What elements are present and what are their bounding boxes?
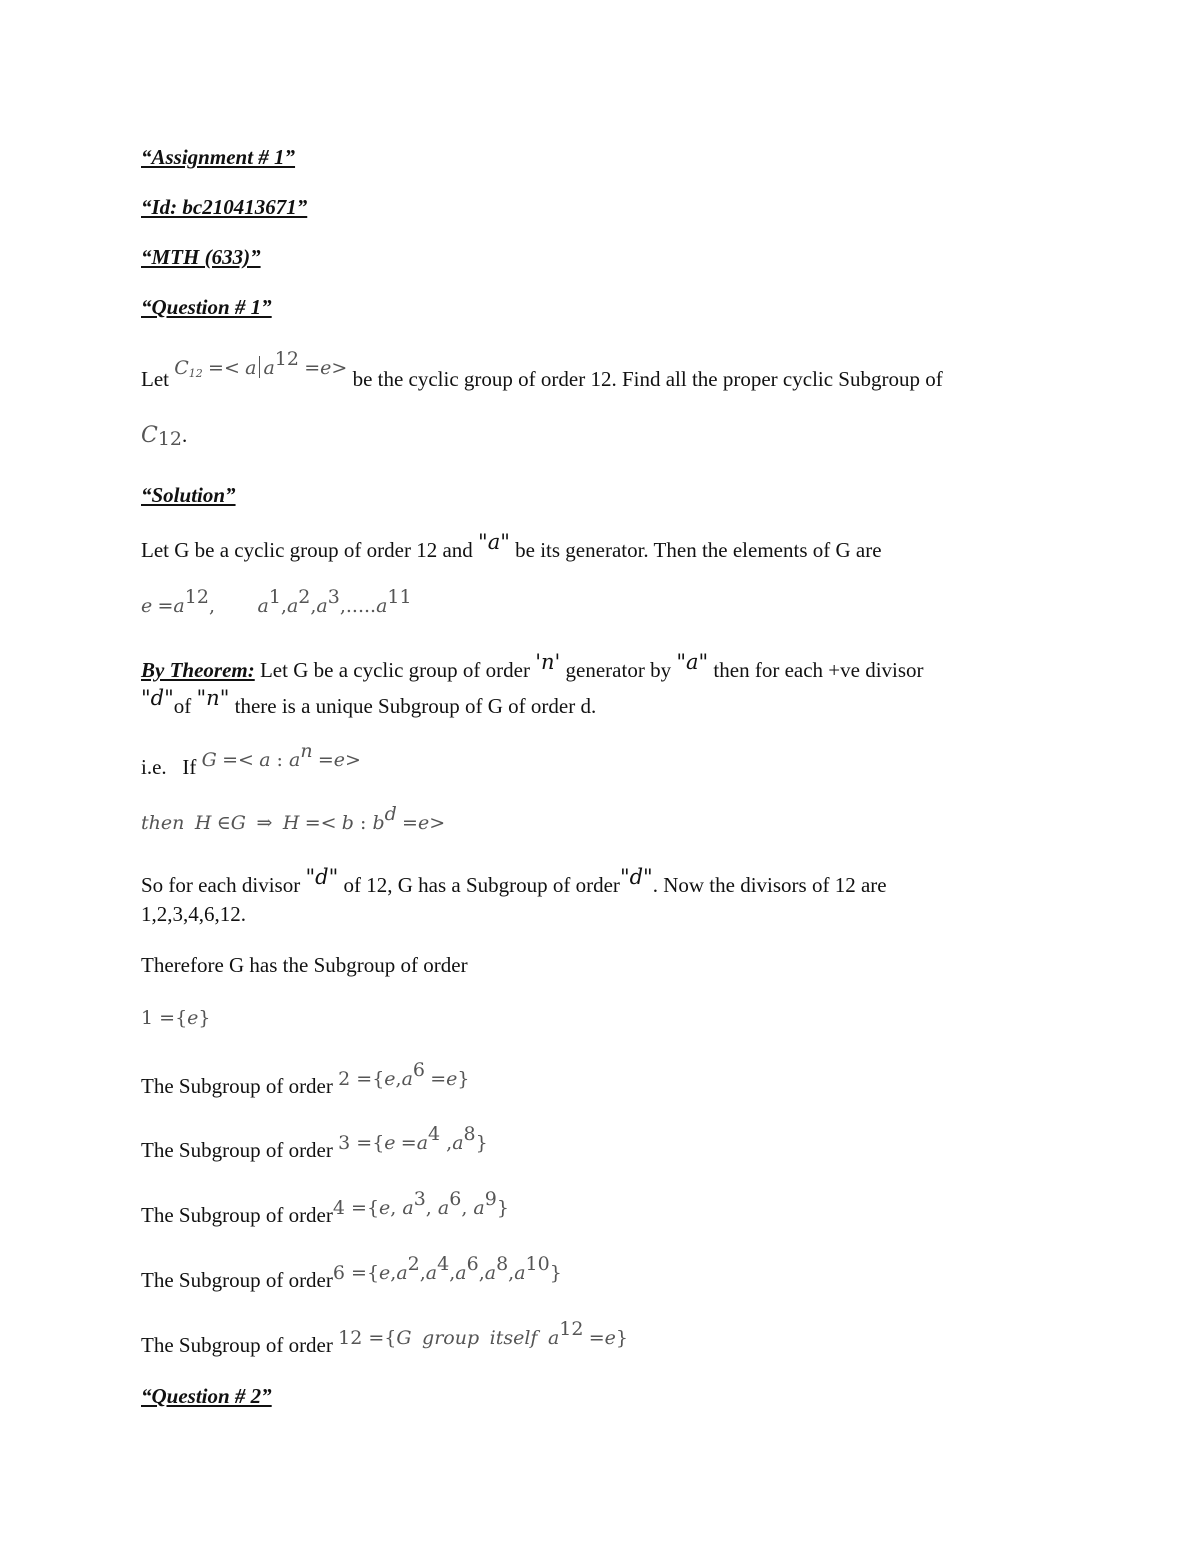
solution-intro: Let G be a cyclic group of order 12 and "a" be its generator. Then the elements of G are (141, 530, 882, 562)
theorem-label: By Theorem: (141, 658, 255, 682)
order-6-subgroup: The Subgroup of order6 $=\{e,a^2,a^4,a^6,a^8,a^{10}\}$ (141, 1253, 562, 1292)
theorem-line-1: By Theorem: Let G be a cyclic group of order 'n' generator by "a" then for each +ve divisor (141, 650, 924, 682)
assignment-title: “Assignment # 1” (141, 145, 296, 169)
solution-heading: “Solution” (141, 483, 236, 507)
ie-line: i.e. If G =< a : $a^n =e>$ (141, 740, 361, 779)
divisors-list: 1,2,3,4,6,12. (141, 902, 246, 926)
student-id: “Id: bc210413671” (141, 195, 308, 219)
then-formula: then H ∈G ⇒ H =< b : $b^d =e>$ (141, 803, 446, 834)
order-12-subgroup: The Subgroup of order 12 ={G group itself $a^{12} =e$} (141, 1318, 628, 1357)
course-code: “MTH (633)” (141, 245, 261, 269)
question-1-heading: “Question # 1” (141, 295, 272, 319)
divisor-line: So for each divisor "d" of 12, G has a Subgroup of order"d". Now the divisors of 12 are (141, 865, 887, 897)
question-statement (141, 348, 943, 391)
question-2-heading: “Question # 2” (141, 1384, 272, 1408)
group-symbol-line: $C_{12}$. (141, 423, 188, 450)
order-1-subgroup: 1 ={e} (141, 1007, 211, 1029)
order-4-subgroup: The Subgroup of order4 ={e, $a^3$, $a^6$, $a^9$} (141, 1188, 509, 1227)
group-elements-formula: $e =a^{12}$, $a^1,a^2,a^3,.....a^{11}$ (141, 586, 412, 617)
let-text: Let (141, 367, 169, 391)
question-text: be the cyclic group of order 12. Find all the proper cyclic Subgroup of (352, 367, 943, 391)
therefore-line: Therefore G has the Subgroup of order (141, 953, 468, 977)
order-3-subgroup: The Subgroup of order $3 =\{e =a^4$ $,a^8$} (141, 1123, 488, 1162)
theorem-line-2: "d"of "n" there is a unique Subgroup of G of order d. (141, 686, 597, 718)
order-2-subgroup: The Subgroup of order $2 =\{e,a^6 =e\}$ (141, 1059, 470, 1098)
group-definition-formula: $C_{12} =< a$ $a^{12} =e>$ (174, 348, 348, 380)
